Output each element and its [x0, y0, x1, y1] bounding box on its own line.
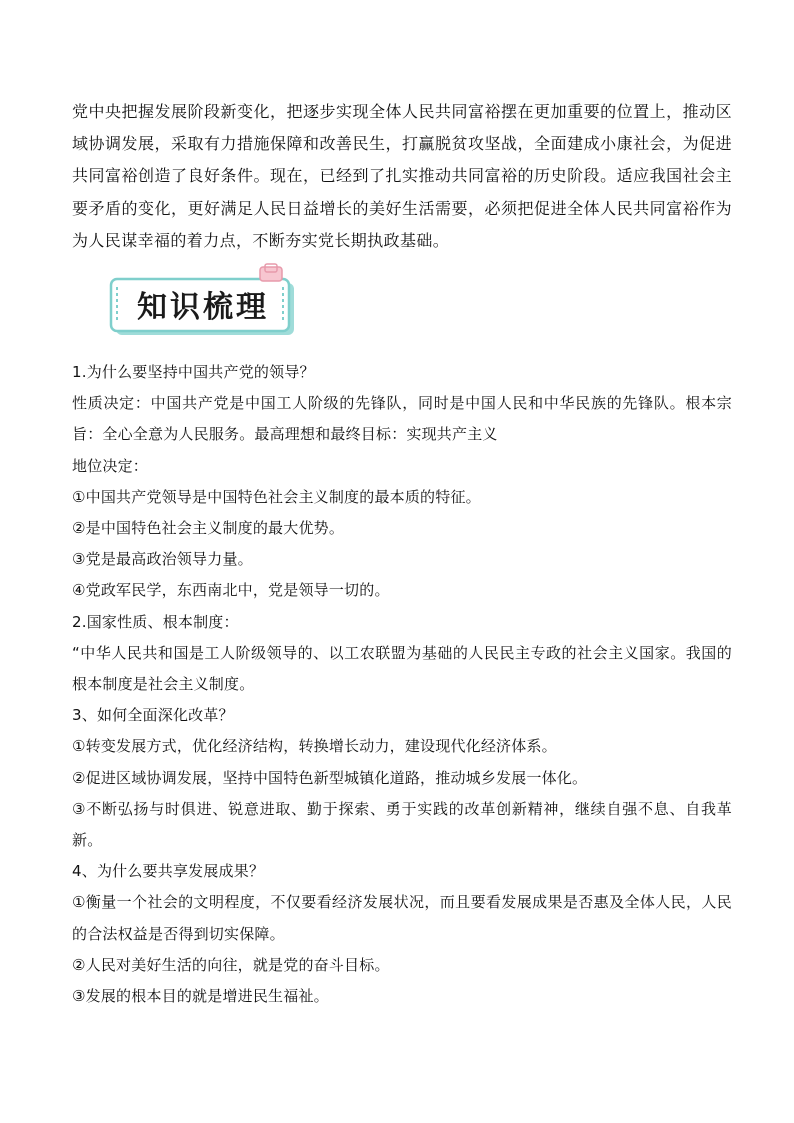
q1-nature-text: 性质决定：中国共产党是中国工人阶级的先锋队，同时是中国人民和中华民族的先锋队。根本宗旨：全心全意为人民服务。最高理想和最终目标：实现共产主义 — [72, 394, 732, 444]
list-item: ②人民对美好生活的向往，就是党的奋斗目标。 — [72, 955, 390, 974]
list-item: ①中国共产党领导是中国特色社会主义制度的最本质的特征。 — [72, 487, 481, 506]
list-item: ②是中国特色社会主义制度的最大优势。 — [72, 519, 345, 538]
document-page — [72, 96, 732, 1012]
q3-heading: 3、如何全面深化改革？ — [72, 706, 234, 725]
list-item: ③不断弘扬与时俱进、锐意进取、勤于探索、勇于实践的改革创新精神，继续自强不息、自我革新。 — [72, 799, 732, 850]
section-header — [72, 261, 732, 361]
q4-heading: 4、为什么要共享发展成果？ — [72, 862, 265, 881]
section-title: 知识梳理 — [137, 290, 269, 326]
list-item: ④党政军民学，东西南北中，党是领导一切的。 — [72, 581, 390, 600]
q2-heading: 2.国家性质、根本制度： — [72, 612, 239, 631]
list-item: ②促进区域协调发展，坚持中国特色新型城镇化道路，推动城乡发展一体化。 — [72, 768, 588, 787]
knowledge-content — [72, 357, 732, 1012]
section-badge — [108, 275, 298, 339]
q1-heading: 1.为什么要坚持中国共产党的领导？ — [72, 363, 315, 382]
list-item: ③党是最高政治领导力量。 — [72, 550, 253, 569]
list-item: ③发展的根本目的就是增进民生福祉。 — [72, 987, 329, 1006]
list-item: ①转变发展方式，优化经济结构，转换增长动力，建设现代化经济体系。 — [72, 737, 557, 756]
list-item: ①衡量一个社会的文明程度，不仅要看经济发展状况，而且要看发展成果是否惠及全体人民，人民的合法权益是否得到切实保障。 — [72, 893, 732, 943]
q1-status-label: 地位决定： — [72, 456, 149, 475]
intro-paragraph: 党中央把握发展阶段新变化，把逐步实现全体人民共同富裕摆在更加重要的位置上，推动区域协调发展，采取有力措施保障和改善民生，打赢脱贫攻坚战，全面建成小康社会，为促进共同富裕创造了良好条件。现在，已经到了扎实推动共同富裕的历史阶段。适应我国社会主要矛盾的变化，更好满足人民日益增长的美好生活需要，必须把促进全体人民共同富裕作为为人民谋幸福的着力点，不断夯实党长期执政基础。 — [72, 102, 732, 250]
intro-section — [72, 96, 732, 257]
q2-text: “中华人民共和国是工人阶级领导的、以工农联盟为基础的人民民主专政的社会主义国家。我国的根本制度是社会主义制度。 — [72, 643, 732, 694]
